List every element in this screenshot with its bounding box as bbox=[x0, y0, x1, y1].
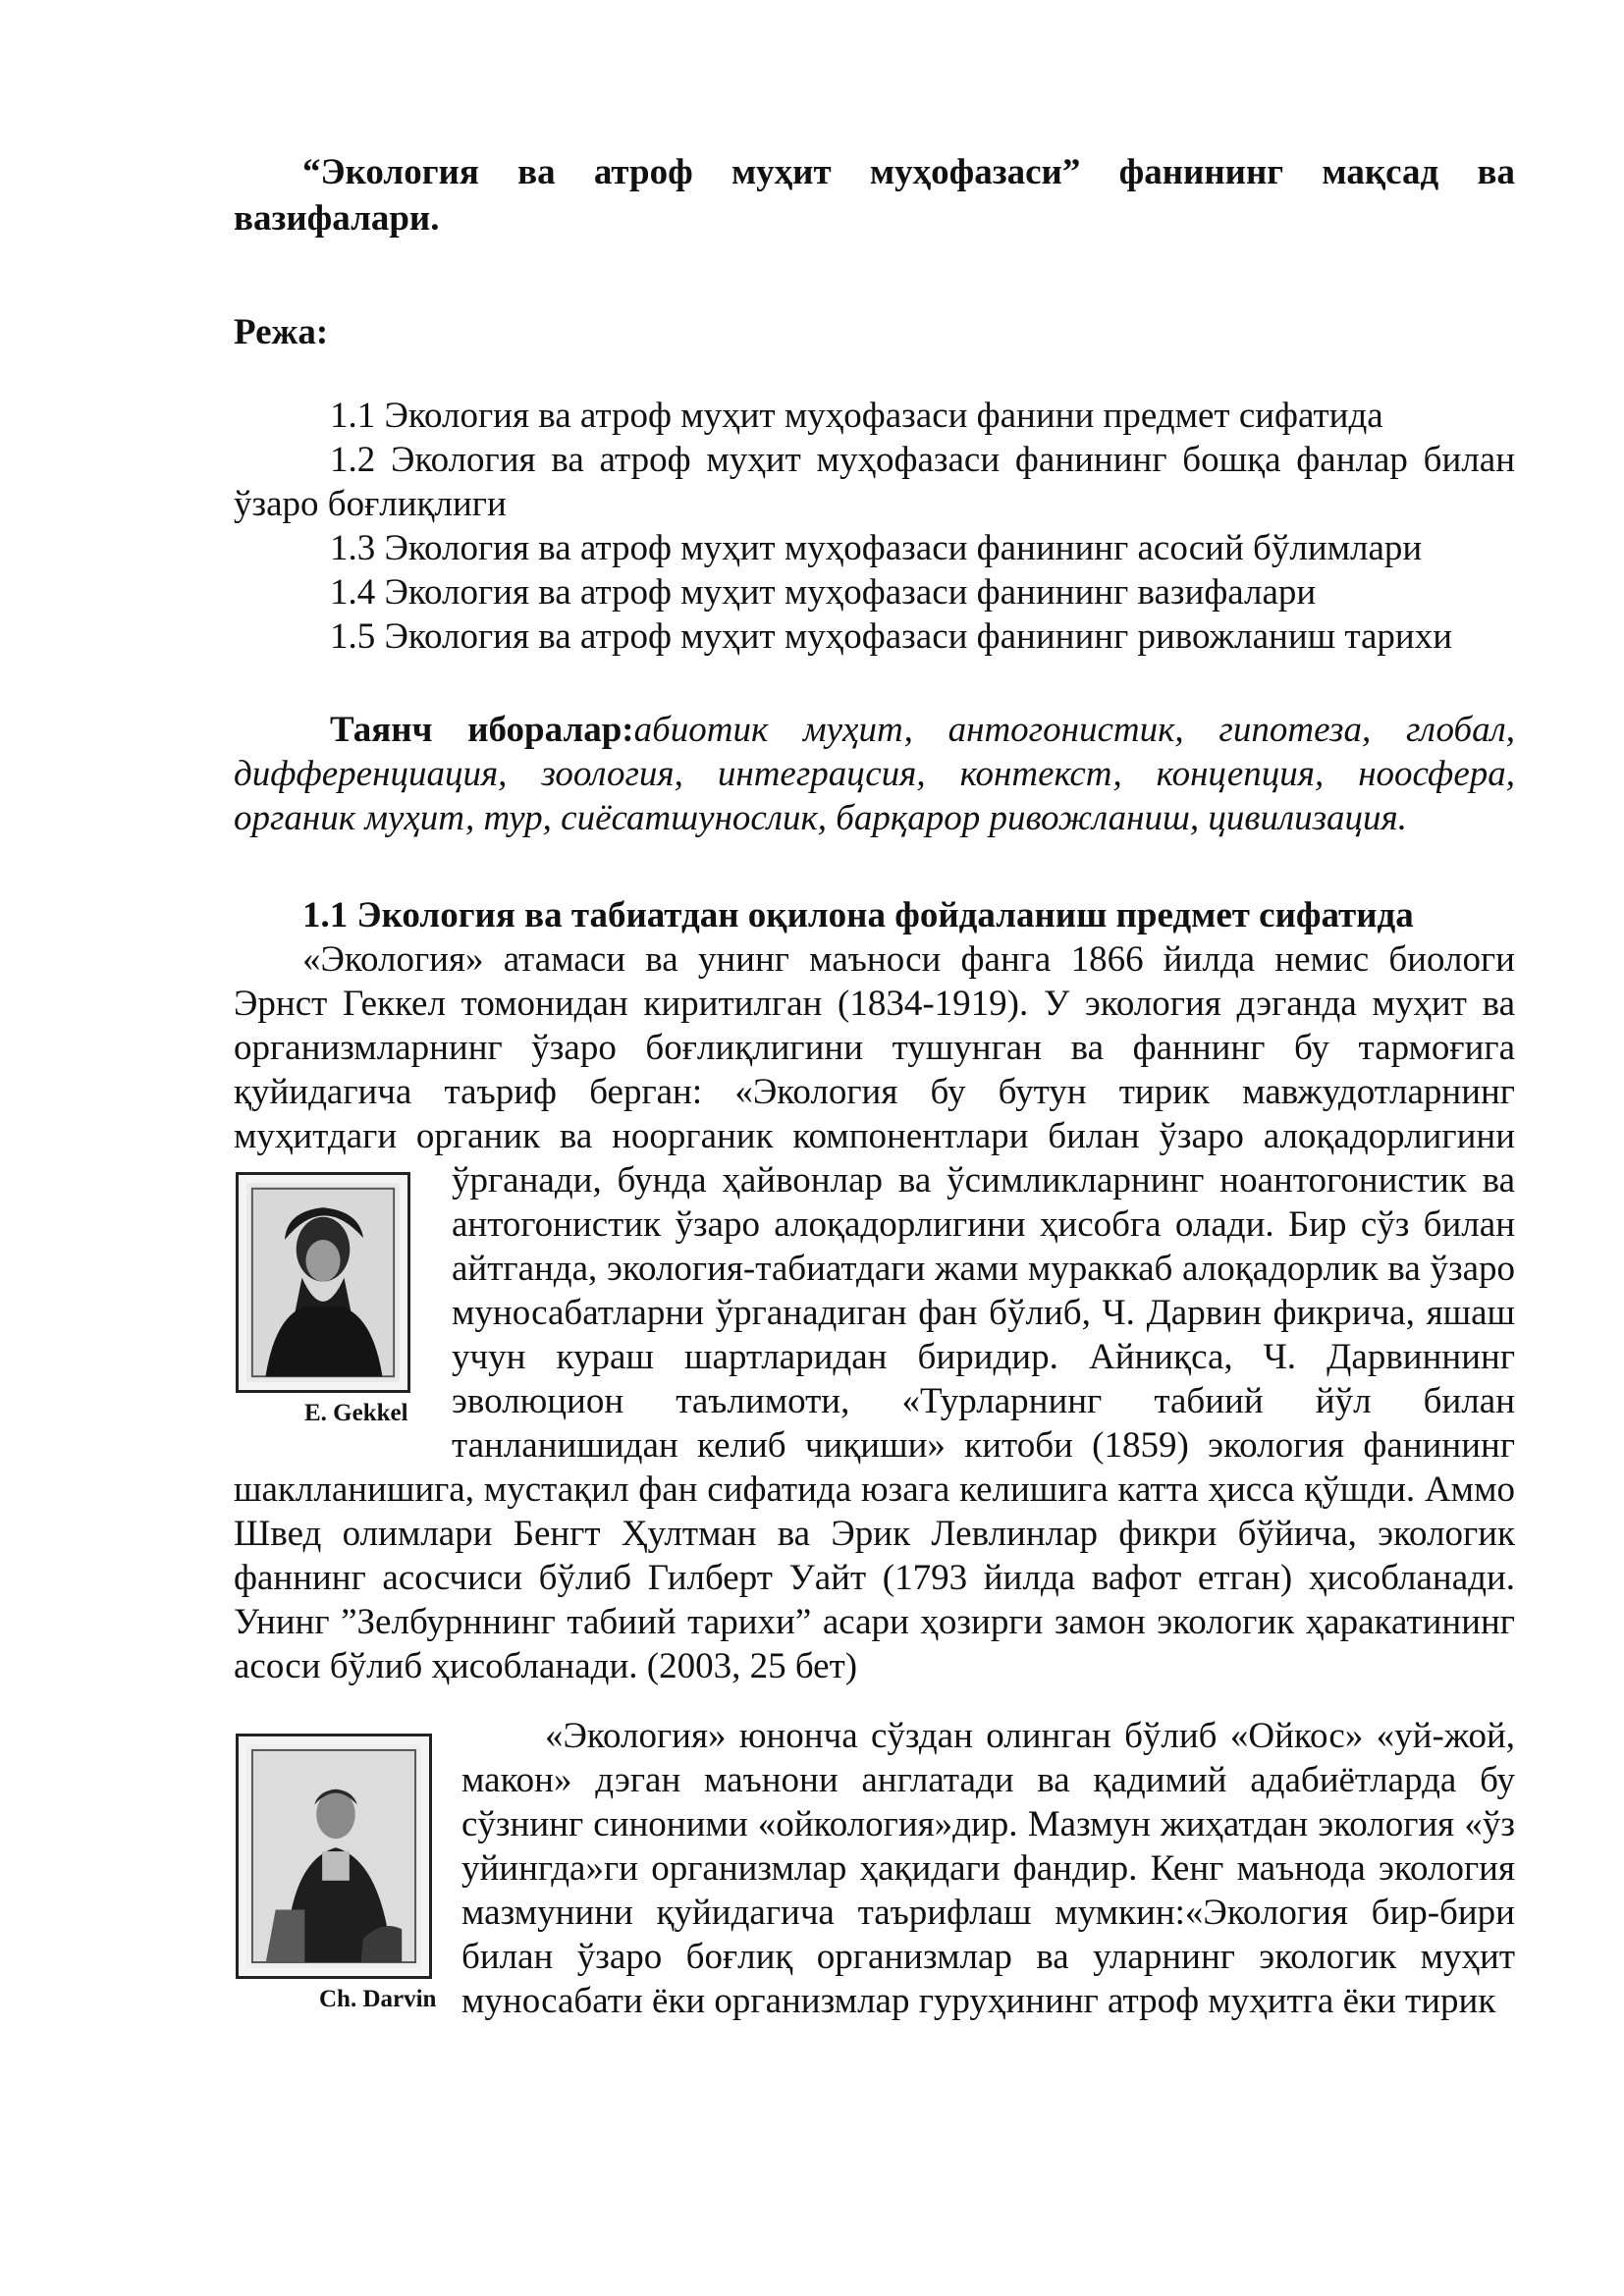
plan-item: 1.4 Экология ва атроф муҳит муҳофазаси фанининг вазифалари bbox=[330, 572, 1317, 613]
keywords-label: Таянч иборалар: bbox=[330, 710, 634, 750]
portrait-caption: E. Gekkel bbox=[304, 1400, 408, 1426]
plan-heading: Режа: bbox=[234, 312, 329, 352]
portrait-caption: Ch. Darvin bbox=[319, 1986, 437, 2012]
paragraph-text: «Экология» юнонча сўздан олинган бўлиб «Ойкос» «уй-жой, макон» дэган маънони англатади ва қадимий адабиётларда бу сўзнинг синоними «ойкология»дир. Мазмун жиҳатдан экология «ўз уйингда»ги организмлар ҳақидаги фандир. Кенг маънода экология мазмунини қуйидагича таърифлаш мумкин:«Экология бир-бири билан ўзаро боғлиқ организмлар ва уларнинг экологик муҳит муносабати ёки организмлар гуруҳининг атроф муҳитга ёки тирик bbox=[461, 1716, 1515, 2021]
section-heading: 1.1 Экология ва табиатдан оқилона фойдаланиш предмет сифатида bbox=[302, 895, 1414, 935]
portrait-figure-gekkel bbox=[236, 1172, 422, 1428]
plan-item: 1.2 Экология ва атроф муҳит муҳофазаси фанининг бошқа фанлар билан ўзаро боғлиқлиги bbox=[234, 440, 1515, 524]
document-page bbox=[234, 149, 1515, 2023]
paragraph-text-continued: ўрганади, бунда ҳайвонлар ва ўсимликларнинг ноантогонистик ва антогонистик ўзаро алоқадорлигини ҳисобга олади. Бир сўз билан айтганда, экология-табиатдаги жами мураккаб алоқадорлик ва ўзаро муносабатларни ўрганадиган фан бўлиб, Ч. Дарвин фикрича, яшаш учун кураш шартларидан биридир. Айниқса, Ч. Дарвиннинг эволюцион таълимоти, «Турларнинг табиий йўл билан танланишидан келиб чиқиши» китоби (1859) экология фанининг шаклланишига, мустақил фан сифатида юзага келишига катта ҳисса қўшди. Аммо Швед олимлари Бенгт Ҳултман ва Эрик Левлинлар фикри бўйича, экологик фаннинг асосчиси бўлиб Гилберт Уайт (1793 йилда вафот етган) ҳисобланади. Унинг ”Зелбурннинг табиий тарихи” асари ҳозирги замон экологик ҳаракатининг асоси бўлиб ҳисобланади. (2003, 25 бет) bbox=[234, 1160, 1515, 1686]
body-paragraph-2 bbox=[234, 1714, 1515, 2023]
document-title: “Экология ва атроф муҳит муҳофазаси” фанининг мақсад ва вазифалари. bbox=[234, 152, 1515, 239]
paragraph-text: «Экология» атамаси ва унинг маъноси фанга 1866 йилда немис биологи Эрнст Геккел томонидан киритилган (1834-1919). У экология дэганда муҳит ва организмларнинг ўзаро боғлиқлигини тушунган ва фаннинг бу тармоғига қуйидагича таъриф берган: «Экология бу бутун тирик мавжудотларнинг муҳитдаги органик ва ноорганик компонентлари билан ўзаро алоқадорлигини bbox=[234, 939, 1515, 1156]
portrait-image bbox=[236, 1734, 432, 1979]
plan-item: 1.1 Экология ва атроф муҳит муҳофазаси фанини предмет сифатида bbox=[330, 396, 1383, 436]
portrait-figure-darvin bbox=[236, 1734, 442, 2014]
plan-list bbox=[234, 394, 1515, 659]
keywords-list: абиотик муҳит, антогонистик, гипотеза, глобал, дифференциация, зоология, интеграцсия, контекст, концепция, ноосфера, органик муҳит, тур, сиёсатшунослик, барқарор ривожланиш, цивилизация. bbox=[234, 710, 1515, 838]
keywords-paragraph bbox=[234, 708, 1515, 840]
body-paragraph-1 bbox=[234, 937, 1515, 1688]
portrait-image bbox=[236, 1172, 410, 1393]
plan-item: 1.5 Экология ва атроф муҳит муҳофазаси фанининг ривожланиш тарихи bbox=[330, 616, 1453, 657]
plan-item: 1.3 Экология ва атроф муҳит муҳофазаси фанининг асосий бўлимлари bbox=[330, 528, 1423, 568]
